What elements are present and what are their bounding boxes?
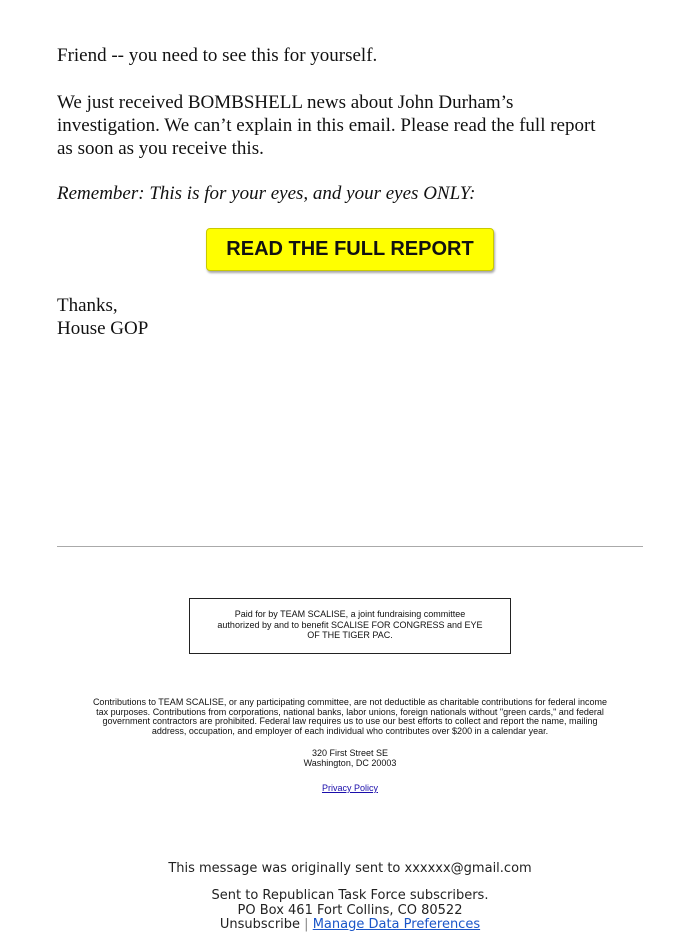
news-paragraph — [57, 91, 647, 160]
unsubscribe-link[interactable]: Unsubscribe — [219, 917, 301, 932]
signoff-sender: House GOP — [57, 318, 149, 339]
paid-for-line: Paid for by TEAM SCALISE, a joint fundraising committee — [234, 609, 466, 619]
news-line: as soon as you receive this. — [57, 138, 264, 159]
subscription-footer — [0, 889, 700, 933]
link-separator: | — [304, 917, 309, 932]
sent-to-text: This message was originally sent to xxxxxx@gmail.com — [168, 861, 532, 876]
po-box-text: PO Box 461 Fort Collins, CO 80522 — [237, 902, 463, 918]
disclaimer-line: government contractors are prohibited. Federal law requires us to use our best efforts to collect and report the name, mailing — [102, 716, 598, 726]
signoff — [57, 294, 647, 340]
manage-data-preferences-link[interactable]: Manage Data Preferences — [312, 917, 481, 932]
disclaimer-line: address, occupation, and employer of each individual who contributes over $200 in a calendar year. — [151, 725, 549, 736]
mailing-address — [0, 748, 700, 768]
contribution-disclaimer — [60, 698, 640, 736]
privacy-policy-link[interactable]: Privacy Policy — [321, 783, 378, 793]
paid-for-line: authorized by and to benefit SCALISE FOR CONGRESS and EYE — [217, 619, 483, 630]
paid-for-box — [189, 598, 511, 654]
divider — [57, 546, 643, 547]
address-line: 320 First Street SE — [311, 748, 389, 758]
news-line: investigation. We can’t explain in this email. Please read the full report — [57, 115, 596, 136]
news-line: We just received BOMBSHELL news about John Durham’s — [57, 92, 514, 113]
address-line: Washington, DC 20003 — [303, 758, 397, 768]
reminder-text: Remember: This is for your eyes, and your eyes ONLY: — [57, 183, 476, 204]
greeting-text: Friend -- you need to see this for yourself. — [57, 45, 378, 66]
cta-container — [0, 228, 700, 271]
disclaimer-line: tax purposes. Contributions from corporations, national banks, labor unions, foreign nationals without "green cards," and federal — [96, 706, 604, 717]
subscribers-text: Sent to Republican Task Force subscribers. — [211, 888, 489, 903]
read-full-report-button[interactable]: READ THE FULL REPORT — [206, 228, 494, 271]
privacy-container — [0, 783, 700, 793]
disclaimer-line: Contributions to TEAM SCALISE, or any participating committee, are not deductible as charitable contributions for federal income — [92, 697, 608, 707]
signoff-thanks: Thanks, — [57, 295, 118, 316]
paid-for-line: OF THE TIGER PAC. — [307, 630, 393, 640]
